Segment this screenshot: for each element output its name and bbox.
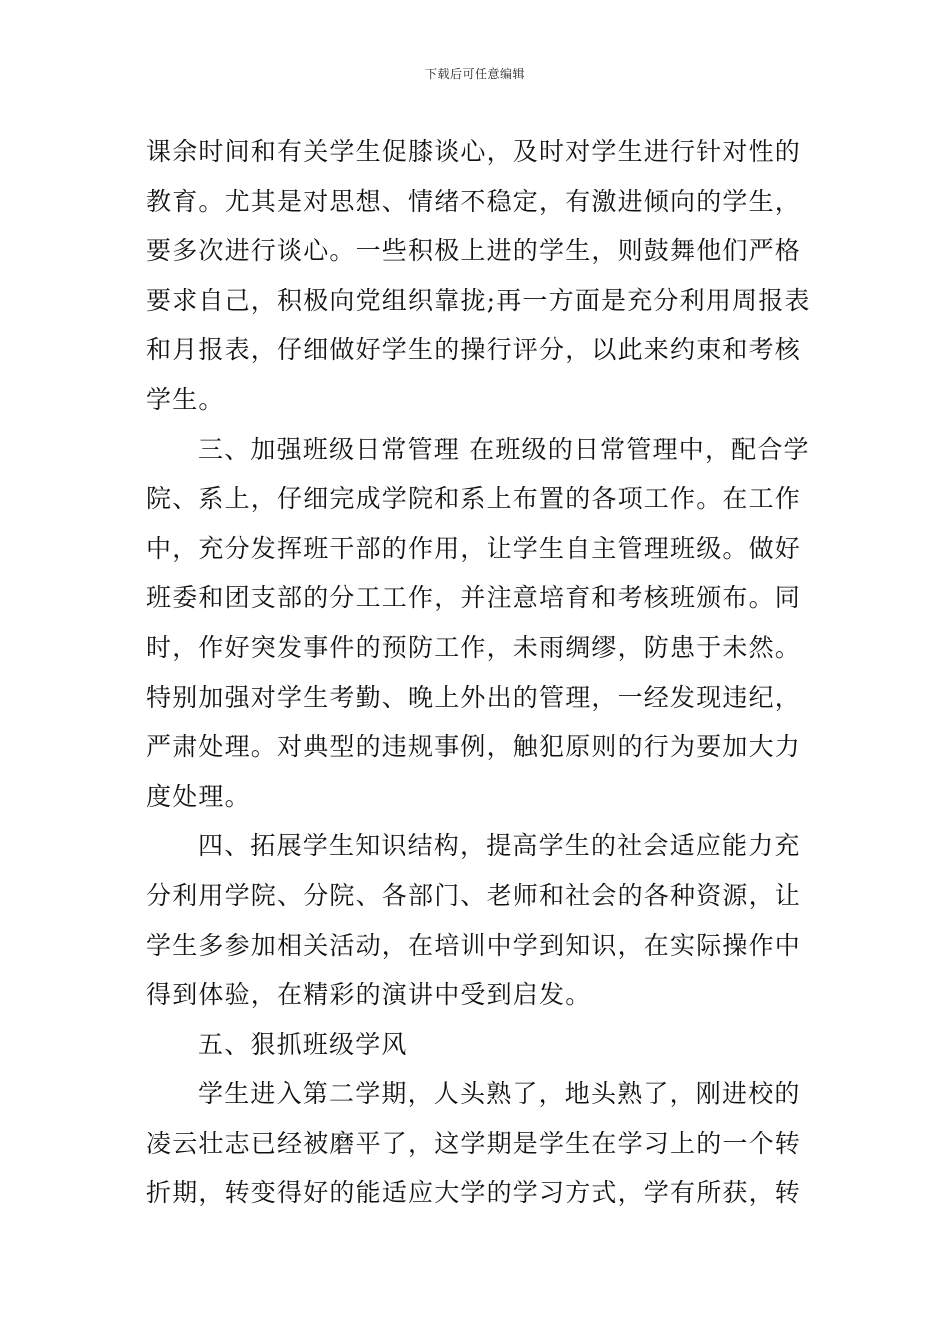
text-line: 要求自己，积极向党组织靠拢;再一方面是充分利用周报表 (146, 285, 811, 315)
text-line: 严肃处理。对典型的违规事例，触犯原则的行为要加大力 (146, 732, 802, 762)
text-line: 学生多参加相关活动，在培训中学到知识，在实际操作中 (146, 930, 802, 960)
text-line: 和月报表，仔细做好学生的操行评分，以此来约束和考核 (146, 335, 802, 365)
section-heading-3: 三、加强班级日常管理 在班级的日常管理中，配合学 (198, 434, 810, 464)
text-line: 教育。尤其是对思想、情绪不稳定，有激进倾向的学生， (146, 186, 802, 216)
text-line: 度处理。 (146, 781, 251, 811)
text-line: 特别加强对学生考勤、晚上外出的管理，一经发现违纪， (146, 682, 802, 712)
text-line: 得到体验，在精彩的演讲中受到启发。 (146, 980, 592, 1010)
text-line: 班委和团支部的分工工作，并注意培育和考核班颁布。同 (146, 583, 802, 613)
section-heading-4: 四、拓展学生知识结构，提高学生的社会适应能力充 (198, 831, 801, 861)
text-line: 时，作好突发事件的预防工作，未雨绸缪，防患于未然。 (146, 632, 802, 662)
text-line: 课余时间和有关学生促膝谈心，及时对学生进行针对性的 (146, 137, 802, 166)
document-body (146, 127, 816, 1218)
text-line: 凌云壮志已经被磨平了，这学期是学生在学习上的一个转 (146, 1128, 802, 1158)
page-header: 下载后可任意编辑 (424, 67, 525, 81)
text-line: 要多次进行谈心。一些积极上进的学生，则鼓舞他们严格 (146, 236, 802, 266)
text-line: 折期，转变得好的能适应大学的学习方式，学有所获，转 (146, 1178, 802, 1208)
text-line: 分利用学院、分院、各部门、老师和社会的各种资源，让 (146, 880, 802, 910)
text-line: 学生。 (146, 384, 225, 414)
text-line: 中，充分发挥班干部的作用，让学生自主管理班级。做好 (146, 533, 802, 563)
text-line: 院、系上，仔细完成学院和系上布置的各项工作。在工作 (146, 484, 802, 514)
section-heading-5: 五、狠抓班级学风 (198, 1029, 408, 1059)
paragraph-start: 学生进入第二学期，人头熟了，地头熟了，刚进校的 (198, 1079, 801, 1109)
